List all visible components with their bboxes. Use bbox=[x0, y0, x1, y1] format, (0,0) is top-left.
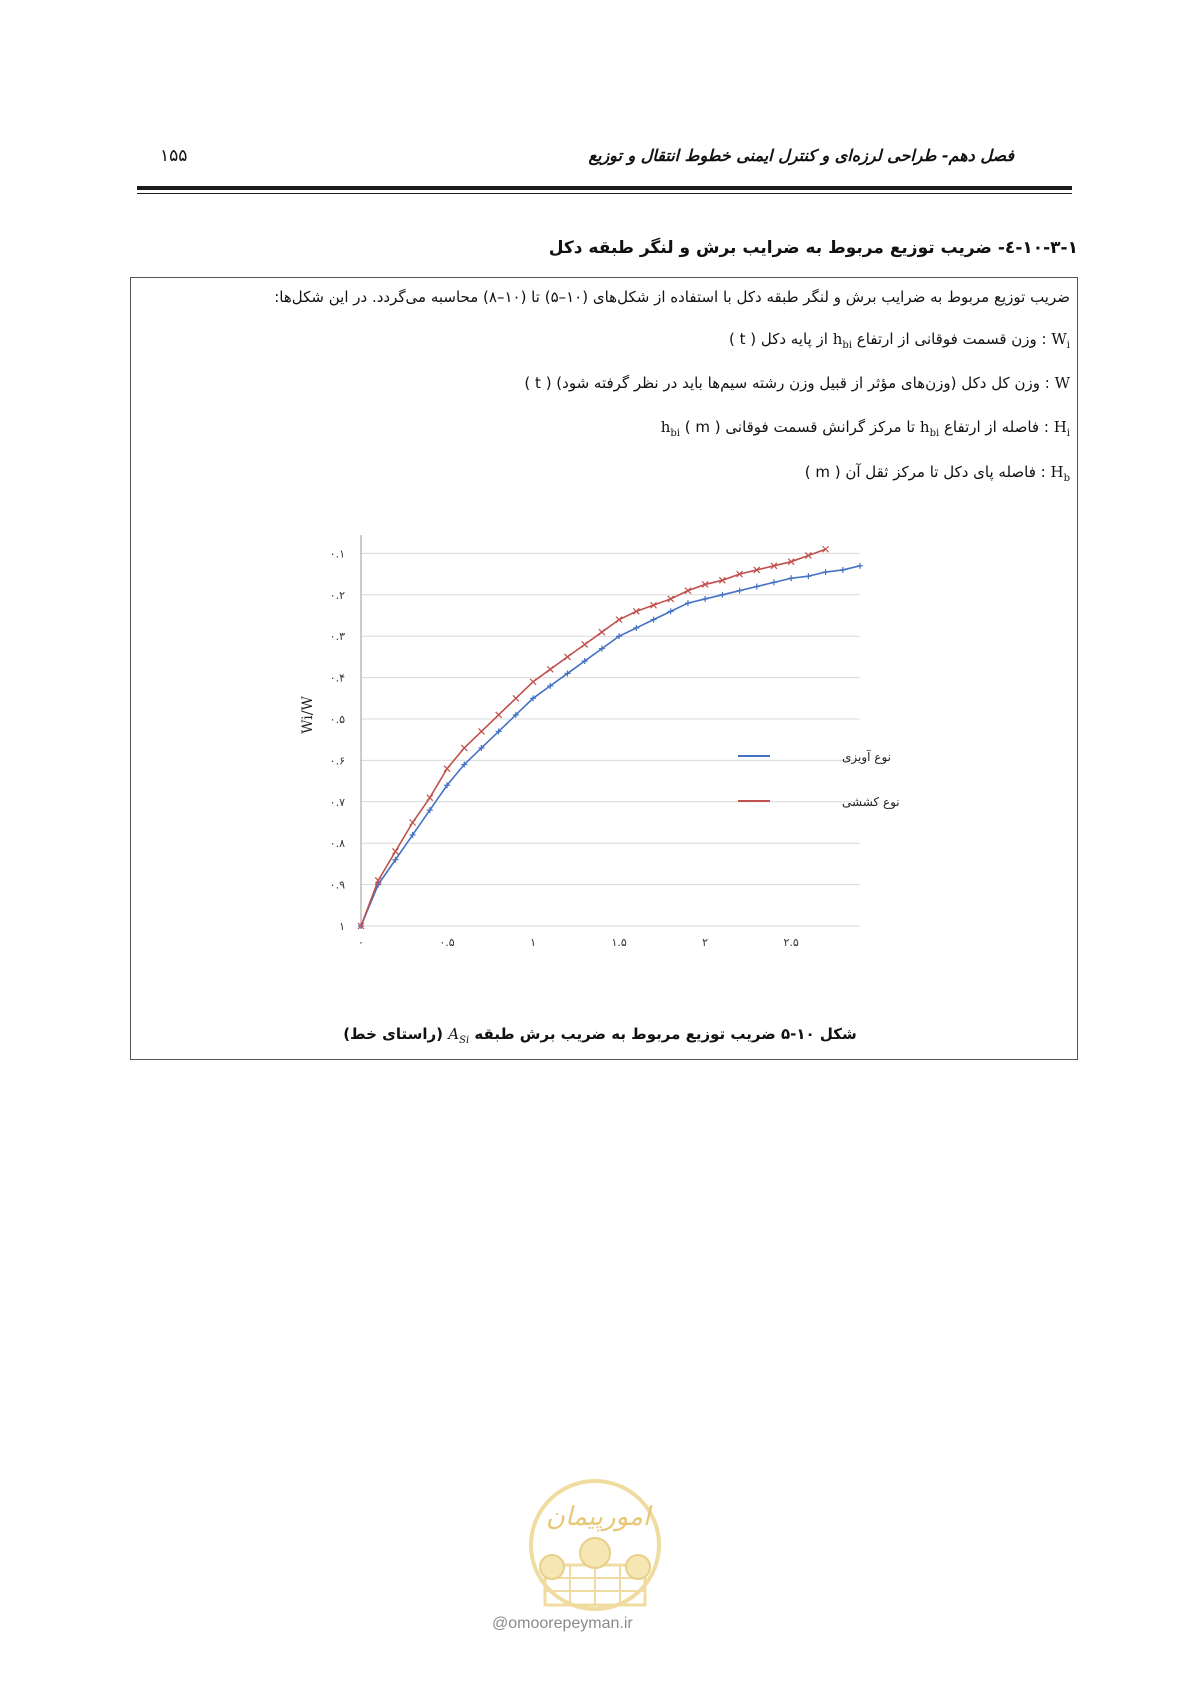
chart-grid bbox=[361, 553, 860, 926]
at-icon: @ bbox=[492, 1615, 509, 1632]
data-point bbox=[513, 695, 519, 701]
data-point bbox=[599, 629, 605, 635]
data-point bbox=[496, 712, 502, 718]
y-tick-label: ۰.۴ bbox=[329, 671, 345, 685]
running-head: فصل دهم- طراحی لرزه‌ای و کنترل ایمنی خطوط انتقال و توزیع bbox=[588, 146, 1014, 165]
y-tick-label: ۰.۲ bbox=[329, 588, 345, 602]
data-point bbox=[788, 575, 794, 581]
definition-hb: $H_b$ : فاصله پای دکل تا مرکز ثقل آن ( m ) bbox=[804, 463, 1070, 484]
x-tick-label: ۱.۵ bbox=[611, 936, 627, 949]
y-tick-labels bbox=[330, 547, 345, 933]
intro-paragraph: ضریب توزیع مربوط به ضرایب برش و لنگر طبقه دکل با استفاده از شکل‌های (۱۰–۵) تا (۱۰–۸) محاسبه می‌گردد. در این شکل‌ها: bbox=[274, 288, 1070, 306]
data-point bbox=[392, 848, 398, 854]
section-title: ۱۰-۳-۱-٤- ضریب توزیع مربوط به ضرایب برش و لنگر طبقه دکل bbox=[548, 238, 1078, 258]
x-tick-label: ۰ bbox=[358, 936, 364, 949]
legend-label-tension: نوع کششی bbox=[842, 795, 900, 809]
symbol-hi: $H_i$ bbox=[1053, 418, 1070, 439]
data-point bbox=[410, 820, 416, 826]
data-point bbox=[547, 666, 553, 672]
data-point bbox=[616, 617, 622, 623]
header-rule bbox=[137, 186, 1072, 190]
chart-legend bbox=[738, 749, 900, 810]
data-point bbox=[840, 567, 846, 573]
x-tick-label: ۱ bbox=[530, 936, 537, 949]
data-point bbox=[737, 588, 743, 594]
figure-caption: شکل ۱۰-۵ ضریب توزیع مربوط به ضریب برش طبقه $A_{Si}$ (راستای خط) bbox=[343, 1025, 857, 1046]
header-rule-thin bbox=[137, 193, 1072, 194]
data-point bbox=[651, 617, 657, 623]
data-point bbox=[582, 641, 588, 647]
page-number: ۱۵۵ bbox=[160, 146, 188, 166]
caption-symbol: $A_{Si}$ bbox=[448, 1025, 470, 1046]
data-point bbox=[444, 766, 450, 772]
y-axis-label: Wi/W bbox=[300, 696, 316, 734]
data-point bbox=[685, 600, 691, 606]
data-point bbox=[805, 573, 811, 579]
chart-series bbox=[358, 546, 863, 929]
x-tick-label: ۲ bbox=[702, 936, 709, 949]
x-tick-labels bbox=[358, 936, 799, 949]
y-tick-label: ۰.۹ bbox=[329, 878, 345, 892]
data-point bbox=[754, 584, 760, 590]
y-tick-label: ۰.۶ bbox=[329, 754, 345, 768]
distribution-chart bbox=[300, 535, 920, 1015]
data-point bbox=[771, 579, 777, 585]
y-tick-label: ۰.۷ bbox=[329, 795, 345, 809]
data-point bbox=[461, 745, 467, 751]
data-point bbox=[702, 596, 708, 602]
symbol-hb: $H_b$ bbox=[1050, 463, 1070, 484]
data-point bbox=[530, 679, 536, 685]
y-tick-label: ۰.۸ bbox=[329, 837, 345, 851]
legend-label-hanging: نوع آویزی bbox=[842, 750, 891, 764]
definition-wi: $W_i$ : وزن قسمت فوقانی از ارتفاع $h_{bi}$ از پایه دکل ( t ) bbox=[728, 330, 1070, 351]
y-tick-label: ۰.۳ bbox=[329, 630, 345, 644]
definition-hi: $H_i$ : فاصله از ارتفاع $h_{bi}$ تا مرکز گرانش قسمت فوقانی $h_{bi}$ ( m ) bbox=[660, 418, 1070, 439]
x-tick-label: ۰.۵ bbox=[439, 936, 455, 949]
data-point bbox=[668, 608, 674, 614]
data-point bbox=[633, 625, 639, 631]
series-line-tension bbox=[361, 549, 826, 926]
publisher-logo bbox=[490, 1475, 700, 1615]
definition-w: W : وزن کل دکل (وزن‌های مؤثر از قبیل وزن رشته سیم‌ها باید در نظر گرفته شود) ( t ) bbox=[524, 374, 1070, 392]
y-tick-label: ۰.۵ bbox=[329, 713, 345, 726]
data-point bbox=[564, 654, 570, 660]
data-point bbox=[857, 563, 863, 569]
y-tick-label: ۰.۱ bbox=[329, 547, 345, 561]
series-line-hanging bbox=[361, 566, 860, 926]
logo-lettering: امورپیمان bbox=[545, 1502, 651, 1532]
data-point bbox=[427, 795, 433, 801]
symbol-w: W bbox=[1054, 374, 1070, 392]
data-point bbox=[719, 592, 725, 598]
publisher-site: @omoorepeyman.ir bbox=[492, 1615, 633, 1632]
data-point bbox=[478, 728, 484, 734]
symbol-wi: $W_i$ bbox=[1051, 330, 1070, 351]
data-point bbox=[823, 569, 829, 575]
y-tick-label: ۱ bbox=[339, 920, 345, 933]
x-tick-label: ۲.۵ bbox=[783, 936, 799, 949]
